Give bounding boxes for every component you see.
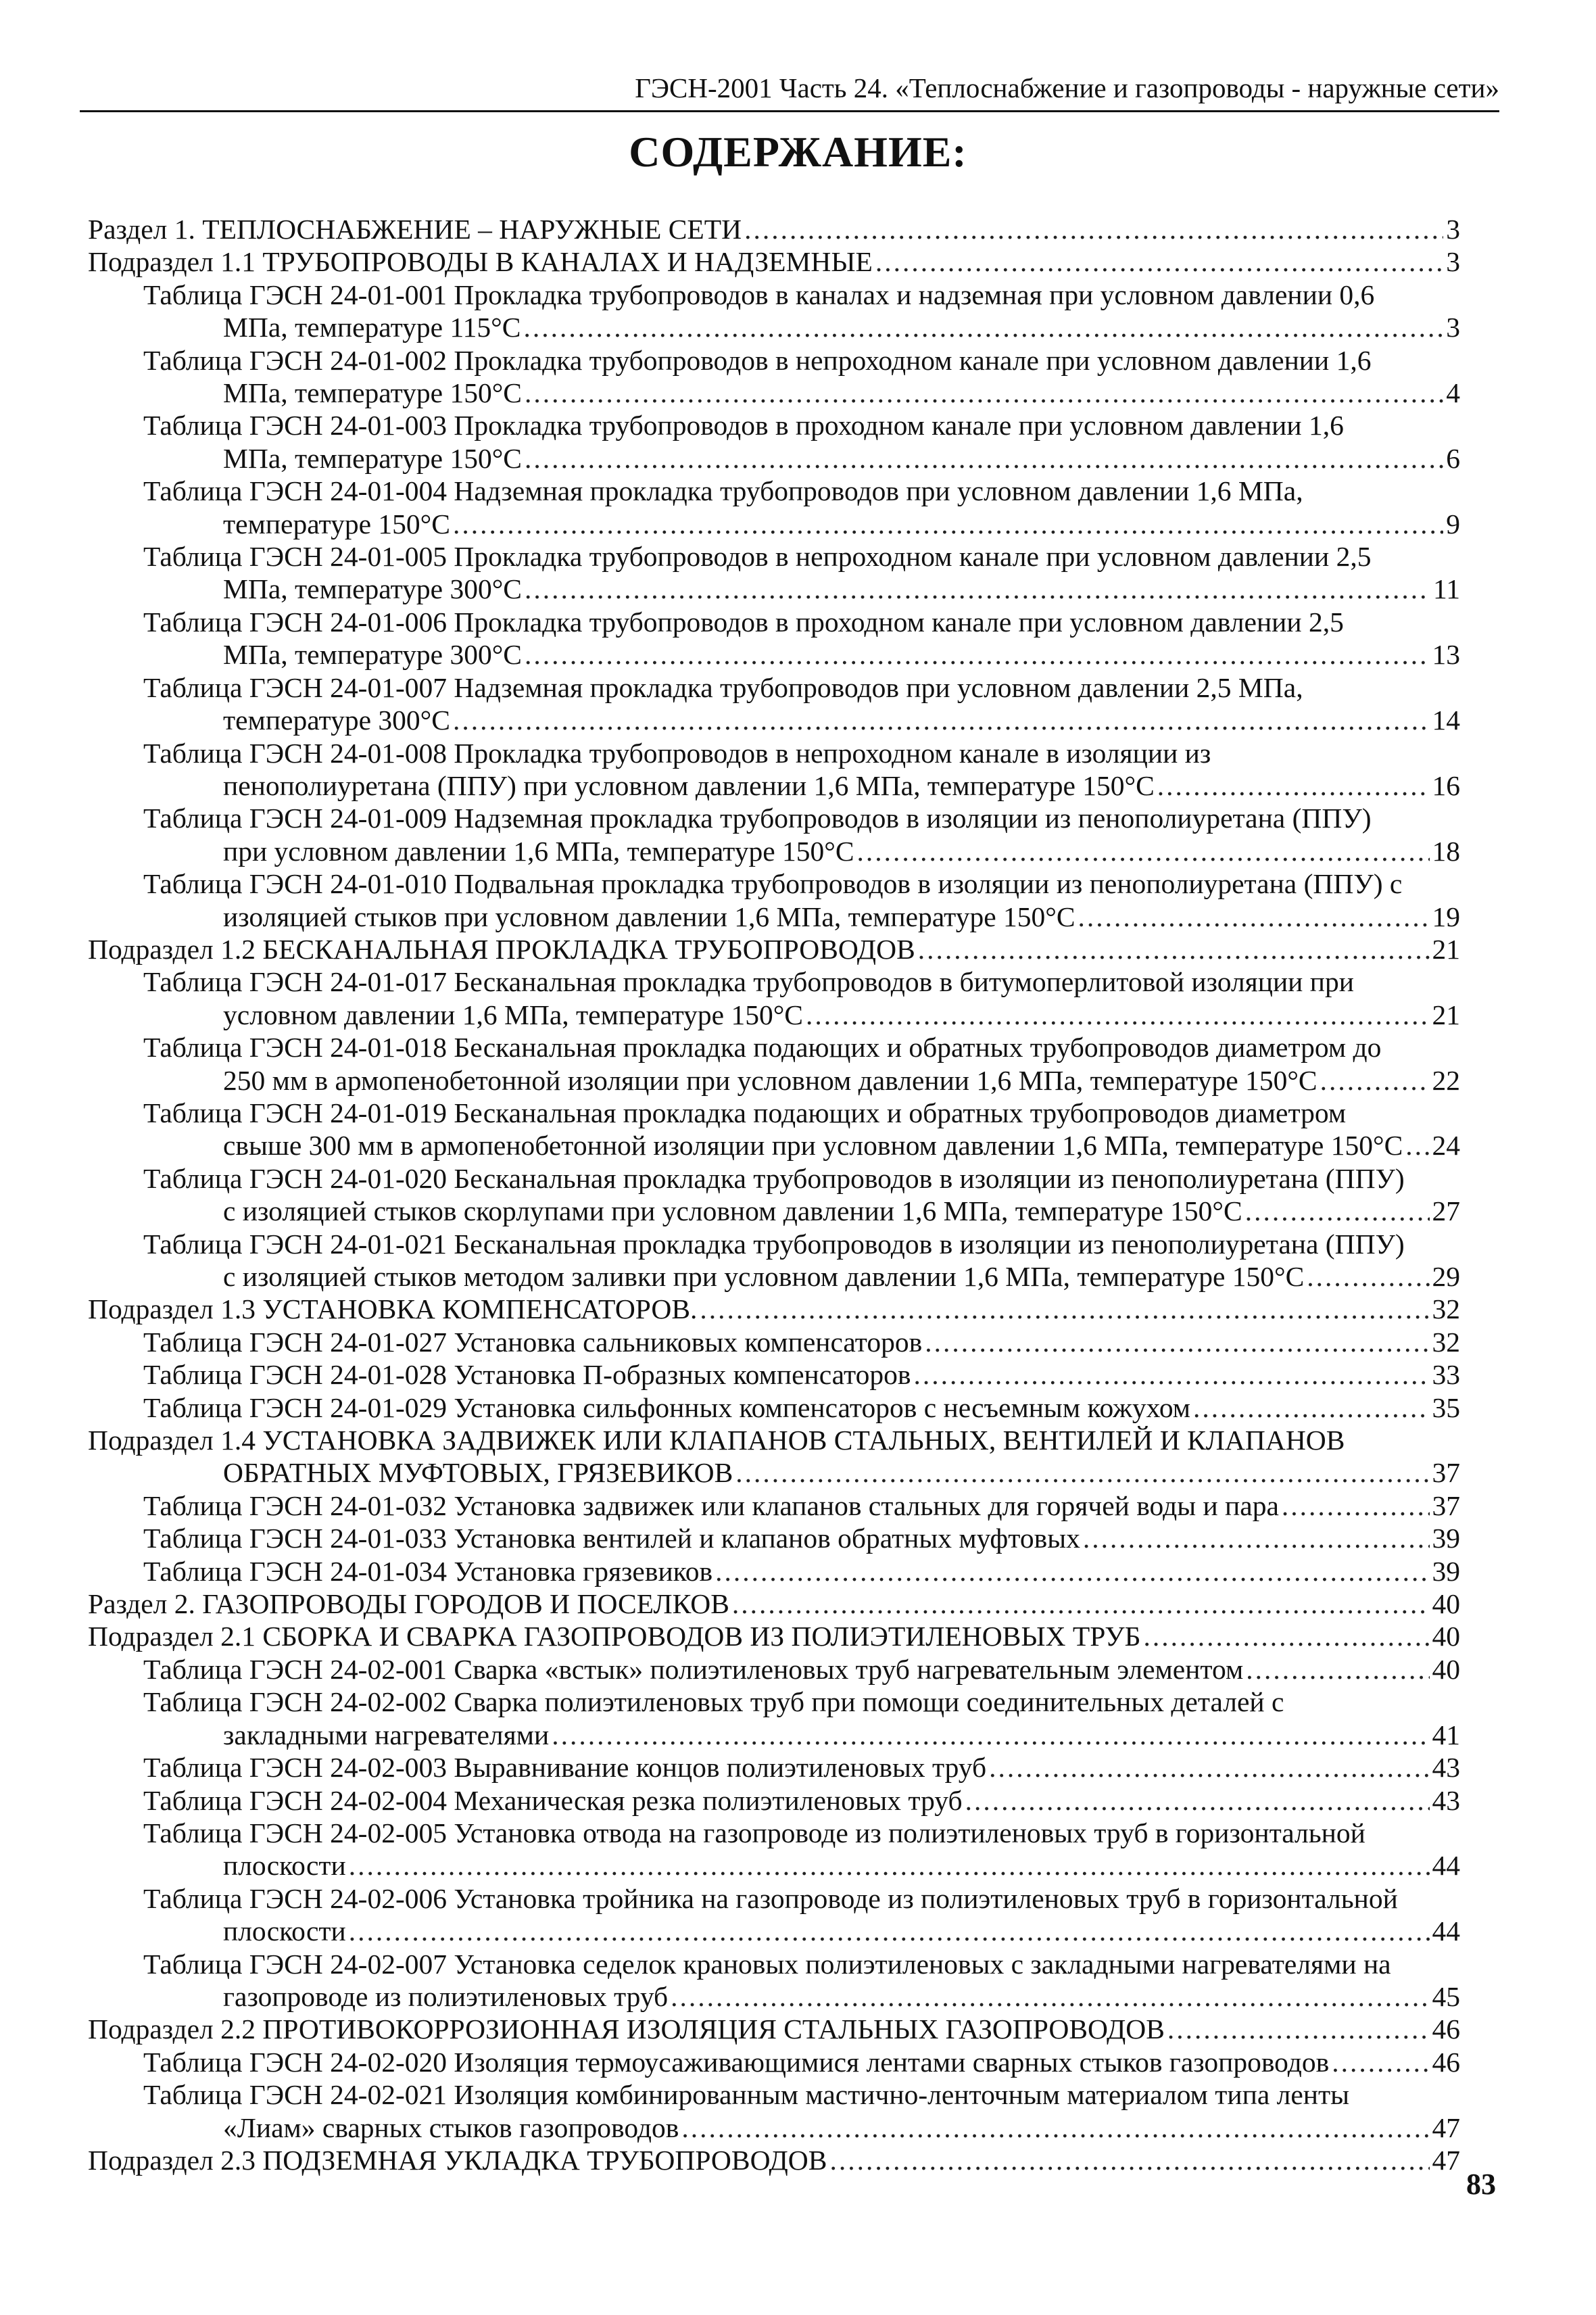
toc-page-number: 3 (1446, 214, 1460, 245)
toc-page-number: 16 (1432, 769, 1460, 801)
dot-leader (857, 835, 1430, 867)
toc-entry-text: Таблица ГЭСН 24-01-021 Бесканальная прокладка трубопроводов в изоляции из пенополиуретана (ППУ) (143, 1228, 1405, 1260)
dot-leader (965, 1784, 1430, 1817)
toc-line (88, 1162, 1460, 1195)
toc-line (88, 1326, 1460, 1358)
toc-page-number: 41 (1432, 1719, 1460, 1750)
dot-leader (989, 1751, 1429, 1784)
toc-line (88, 508, 1460, 540)
toc-page-number: 32 (1432, 1326, 1460, 1358)
toc-entry-text: Таблица ГЭСН 24-02-005 Установка отвода на газопроводе из полиэтиленовых труб в горизонтальной (143, 1817, 1365, 1848)
toc-subsection (88, 1293, 1460, 1325)
toc-page-number: 29 (1432, 1261, 1460, 1292)
toc-line (88, 1555, 1460, 1588)
dot-leader (525, 442, 1443, 475)
toc-page-number: 24 (1432, 1130, 1460, 1162)
toc-page-number: 14 (1432, 705, 1460, 736)
toc-table-entry (88, 2078, 1460, 2144)
toc-entry-text: Таблица ГЭСН 24-02-003 Выравнивание концов полиэтиленовых труб (143, 1752, 987, 1784)
toc-line (88, 638, 1460, 671)
toc-line (88, 901, 1460, 933)
toc-page-number: 9 (1446, 508, 1460, 540)
toc-entry-text: Таблица ГЭСН 24-01-009 Надземная прокладка трубопроводов в изоляции из пенополиуретана (ППУ) (143, 803, 1372, 834)
toc-table-entry (88, 475, 1460, 540)
toc-entry-text: плоскости (223, 1850, 346, 1882)
dot-leader (1320, 1064, 1430, 1097)
toc-subsection (88, 2013, 1460, 2045)
toc-entry-text: Подраздел 2.2 ПРОТИВОКОРРОЗИОННАЯ ИЗОЛЯЦИЯ СТАЛЬНЫХ ГАЗОПРОВОДОВ (88, 2013, 1165, 2045)
toc-line (88, 475, 1460, 507)
toc-line (88, 1195, 1460, 1227)
toc-page-number: 18 (1432, 835, 1460, 867)
toc-line (88, 1031, 1460, 1064)
toc-entry-text: Таблица ГЭСН 24-01-034 Установка грязевиков (143, 1555, 713, 1587)
toc-entry-text: Подраздел 1.1 ТРУБОПРОВОДЫ В КАНАЛАХ И НАДЗЕМНЫЕ (88, 246, 873, 278)
toc-line (88, 540, 1460, 573)
toc-line (88, 245, 1460, 278)
toc-entry-text: Таблица ГЭСН 24-01-002 Прокладка трубопроводов в непроходном канале при условном давлении 1,6 (143, 344, 1372, 376)
toc-entry-text: газопроводе из полиэтиленовых труб (223, 1980, 669, 2012)
page-number: 83 (1466, 2168, 1496, 2201)
toc-table-entry (88, 1948, 1460, 2013)
toc-line (88, 1882, 1460, 1915)
toc-page-number: 39 (1432, 1523, 1460, 1554)
dot-leader (1157, 769, 1430, 802)
toc-section (88, 1588, 1460, 1620)
toc-entry-text: Раздел 1. ТЕПЛОСНАБЖЕНИЕ – НАРУЖНЫЕ СЕТИ (88, 214, 742, 245)
dot-leader (453, 704, 1430, 736)
toc-table-entry (88, 540, 1460, 606)
dot-leader (925, 1326, 1429, 1358)
toc-entry-text: 250 мм в армопенобетонной изоляции при условном давлении 1,6 МПа, температуре 150°С (223, 1064, 1317, 1096)
toc-line (88, 835, 1460, 867)
toc-subsection (88, 245, 1460, 278)
toc-page-number: 47 (1432, 2144, 1460, 2176)
toc-line (88, 867, 1460, 900)
toc-line (88, 1620, 1460, 1652)
toc-line (88, 1653, 1460, 1686)
dot-leader (525, 573, 1430, 605)
dot-leader (1245, 1195, 1430, 1227)
dot-leader (523, 311, 1443, 343)
toc-entry-text: Таблица ГЭСН 24-01-017 Бесканальная прокладка трубопроводов в битумоперлитовой изоляции при (143, 966, 1354, 998)
toc-entry-text: Таблица ГЭСН 24-01-018 Бесканальная прокладка подающих и обратных трубопроводов диаметром до (143, 1032, 1382, 1064)
toc-table-entry (88, 279, 1460, 344)
toc-table-entry (88, 802, 1460, 867)
toc-table-entry (88, 1358, 1460, 1391)
toc-line (88, 1817, 1460, 1849)
dot-leader (453, 508, 1443, 540)
dot-leader (681, 2111, 1429, 2144)
toc-entry-text: Таблица ГЭСН 24-01-004 Надземная прокладка трубопроводов при условном давлении 1,6 МПа, (143, 475, 1303, 507)
toc-table-entry (88, 2046, 1460, 2078)
table-of-contents (88, 213, 1460, 2176)
toc-page-number: 44 (1432, 1915, 1460, 1947)
toc-page-number: 37 (1432, 1457, 1460, 1489)
toc-page-number: 3 (1446, 246, 1460, 278)
toc-entry-text: Таблица ГЭСН 24-01-003 Прокладка трубопроводов в проходном канале при условном давлении 1,6 (143, 410, 1344, 441)
toc-entry-text: Таблица ГЭСН 24-01-032 Установка задвижек или клапанов стальных для горячей воды и пара (143, 1489, 1279, 1521)
toc-line (88, 344, 1460, 377)
header-rule (80, 110, 1499, 112)
toc-entry-text: температуре 150°С (223, 508, 450, 540)
toc-line (88, 1915, 1460, 1947)
toc-entry-text: температуре 300°С (223, 705, 450, 736)
toc-table-entry (88, 409, 1460, 475)
toc-line (88, 769, 1460, 802)
toc-line (88, 1391, 1460, 1424)
dot-leader (1078, 901, 1430, 933)
toc-page-number: 6 (1446, 442, 1460, 474)
toc-line (88, 2046, 1460, 2078)
toc-entry-text: Таблица ГЭСН 24-02-020 Изоляция термоусаживающимися лентами сварных стыков газопроводов (143, 2046, 1330, 2078)
dot-leader (525, 638, 1430, 671)
dot-leader (1193, 1391, 1429, 1424)
toc-subsection (88, 933, 1460, 965)
toc-entry-text: при условном давлении 1,6 МПа, температуре 150°С (223, 835, 854, 867)
toc-subsection (88, 1620, 1460, 1652)
toc-entry-text: Подраздел 1.3 УСТАНОВКА КОМПЕНСАТОРОВ. (88, 1293, 698, 1325)
toc-page-number: 43 (1432, 1784, 1460, 1816)
toc-entry-text: с изоляцией стыков скорлупами при условном давлении 1,6 МПа, температуре 150°С (223, 1195, 1242, 1227)
toc-line (88, 2078, 1460, 2111)
toc-page-number: 45 (1432, 1980, 1460, 2012)
toc-line (88, 1129, 1460, 1162)
dot-leader (1144, 1620, 1430, 1652)
dot-leader (671, 1980, 1429, 2013)
toc-page-number: 35 (1432, 1391, 1460, 1423)
toc-entry-text: Подраздел 2.1 СБОРКА И СВАРКА ГАЗОПРОВОДОВ ИЗ ПОЛИЭТИЛЕНОВЫХ ТРУБ (88, 1621, 1141, 1652)
toc-line (88, 1489, 1460, 1522)
toc-line (88, 2013, 1460, 2045)
toc-entry-text: плоскости (223, 1915, 346, 1947)
toc-line (88, 1948, 1460, 1980)
toc-entry-text: Раздел 2. ГАЗОПРОВОДЫ ГОРОДОВ И ПОСЕЛКОВ (88, 1588, 729, 1620)
toc-line (88, 1980, 1460, 2013)
toc-table-entry (88, 1555, 1460, 1588)
toc-entry-text: изоляцией стыков при условном давлении 1,6 МПа, температуре 150°С (223, 901, 1075, 932)
toc-entry-text: условном давлении 1,6 МПа, температуре 150°С (223, 999, 803, 1030)
toc-entry-text: Таблица ГЭСН 24-01-006 Прокладка трубопроводов в проходном канале при условном давлении 2,5 (143, 606, 1344, 638)
toc-line (88, 1260, 1460, 1293)
toc-entry-text: Подраздел 1.2 БЕСКАНАЛЬНАЯ ПРОКЛАДКА ТРУБОПРОВОДОВ (88, 933, 915, 965)
toc-page-number: 27 (1432, 1195, 1460, 1227)
dot-leader (715, 1555, 1429, 1588)
toc-page-number: 32 (1432, 1293, 1460, 1325)
toc-table-entry (88, 1882, 1460, 1948)
toc-page-number: 19 (1432, 901, 1460, 932)
toc-page-number: 43 (1432, 1752, 1460, 1784)
toc-line (88, 737, 1460, 769)
toc-entry-text: пенополиуретана (ППУ) при условном давлении 1,6 МПа, температуре 150°С (223, 769, 1155, 801)
toc-page-number: 40 (1432, 1621, 1460, 1652)
toc-page-number: 3 (1446, 312, 1460, 343)
toc-line (88, 377, 1460, 409)
toc-line (88, 1293, 1460, 1325)
toc-line (88, 1424, 1460, 1456)
toc-entry-text: «Лиам» сварных стыков газопроводов (223, 2111, 679, 2143)
dot-leader (806, 999, 1430, 1031)
toc-entry-text: МПа, температуре 115°С (223, 312, 521, 343)
toc-line (88, 2111, 1460, 2144)
toc-entry-text: Таблица ГЭСН 24-01-027 Установка сальниковых компенсаторов (143, 1326, 923, 1358)
toc-table-entry (88, 1391, 1460, 1424)
toc-line (88, 213, 1460, 245)
toc-entry-text: Подраздел 1.4 УСТАНОВКА ЗАДВИЖЕК ИЛИ КЛАПАНОВ СТАЛЬНЫХ, ВЕНТИЛЕЙ И КЛАПАНОВ (88, 1425, 1345, 1456)
dot-leader (829, 2144, 1429, 2176)
dot-leader (1083, 1522, 1430, 1554)
toc-subsection (88, 2144, 1460, 2176)
page-title: СОДЕРЖАНИЕ: (629, 128, 967, 176)
toc-table-entry (88, 1326, 1460, 1358)
toc-table-entry (88, 671, 1460, 737)
toc-table-entry (88, 1097, 1460, 1162)
toc-entry-text: МПа, температуре 300°С (223, 573, 522, 605)
toc-entry-text: Таблица ГЭСН 24-02-004 Механическая резка полиэтиленовых труб (143, 1784, 963, 1816)
toc-table-entry (88, 1522, 1460, 1554)
toc-line (88, 1849, 1460, 1882)
toc-entry-text: Таблица ГЭСН 24-01-010 Подвальная прокладка трубопроводов в изоляции из пенополиуретана (ППУ) с (143, 868, 1403, 900)
dot-leader (918, 933, 1430, 965)
toc-page-number: 39 (1432, 1555, 1460, 1587)
toc-line (88, 1686, 1460, 1718)
toc-line (88, 279, 1460, 311)
toc-entry-text: Таблица ГЭСН 24-01-001 Прокладка трубопроводов в каналах и надземная при условном давлении 0,6 (143, 279, 1375, 310)
toc-table-entry (88, 1653, 1460, 1686)
toc-entry-text: Таблица ГЭСН 24-01-028 Установка П-образных компенсаторов (143, 1359, 911, 1391)
toc-table-entry (88, 1162, 1460, 1228)
toc-entry-text: Таблица ГЭСН 24-01-019 Бесканальная прокладка подающих и обратных трубопроводов диаметром (143, 1097, 1347, 1128)
toc-entry-text: Таблица ГЭСН 24-01-033 Установка вентилей и клапанов обратных муфтовых (143, 1523, 1080, 1554)
toc-entry-text: МПа, температуре 150°С (223, 377, 522, 409)
toc-page-number: 44 (1432, 1850, 1460, 1882)
dot-leader (875, 245, 1443, 278)
toc-page-number: 33 (1432, 1359, 1460, 1391)
toc-section (88, 213, 1460, 245)
toc-table-entry (88, 1817, 1460, 1882)
toc-entry-text: МПа, температуре 150°С (223, 442, 522, 474)
toc-line (88, 1522, 1460, 1554)
dot-leader (525, 377, 1443, 409)
dot-leader (1405, 1129, 1429, 1162)
toc-table-entry (88, 1751, 1460, 1784)
toc-entry-text: ОБРАТНЫХ МУФТОВЫХ, ГРЯЗЕВИКОВ (223, 1457, 733, 1489)
dot-leader (700, 1293, 1429, 1325)
toc-page-number: 21 (1432, 933, 1460, 965)
toc-page-number: 37 (1432, 1489, 1460, 1521)
toc-entry-text: Таблица ГЭСН 24-01-020 Бесканальная прокладка трубопроводов в изоляции из пенополиуретана (ППУ) (143, 1162, 1405, 1194)
toc-table-entry (88, 867, 1460, 933)
toc-line (88, 1588, 1460, 1620)
dot-leader (552, 1719, 1429, 1751)
toc-page-number: 11 (1433, 573, 1460, 605)
toc-page-number: 46 (1432, 2013, 1460, 2045)
dot-leader (1246, 1653, 1429, 1686)
toc-entry-text: Таблица ГЭСН 24-02-006 Установка тройника на газопроводе из полиэтиленовых труб в горизонтальной (143, 1882, 1398, 1914)
toc-line (88, 1456, 1460, 1489)
toc-line (88, 573, 1460, 605)
toc-table-entry (88, 606, 1460, 671)
toc-entry-text: закладными нагревателями (223, 1719, 550, 1750)
dot-leader (744, 213, 1443, 245)
toc-line (88, 1097, 1460, 1129)
toc-entry-text: с изоляцией стыков методом заливки при условном давлении 1,6 МПа, температуре 150°С (223, 1261, 1305, 1292)
toc-table-entry (88, 1784, 1460, 1817)
toc-line (88, 1751, 1460, 1784)
dot-leader (735, 1456, 1429, 1489)
dot-leader (1307, 1260, 1429, 1293)
dot-leader (1332, 2046, 1429, 2078)
toc-page-number: 21 (1432, 999, 1460, 1030)
dot-leader (913, 1358, 1429, 1391)
toc-line (88, 1719, 1460, 1751)
toc-line (88, 409, 1460, 441)
toc-table-entry (88, 1686, 1460, 1751)
toc-line (88, 311, 1460, 343)
toc-line (88, 606, 1460, 638)
toc-subsection (88, 1424, 1460, 1489)
toc-line (88, 704, 1460, 736)
toc-line (88, 1064, 1460, 1097)
dot-leader (1282, 1489, 1430, 1522)
dot-leader (1167, 2013, 1430, 2045)
toc-line (88, 933, 1460, 965)
toc-entry-text: Подраздел 2.3 ПОДЗЕМНАЯ УКЛАДКА ТРУБОПРОВОДОВ (88, 2144, 827, 2176)
toc-table-entry (88, 1031, 1460, 1097)
toc-table-entry (88, 737, 1460, 803)
toc-entry-text: Таблица ГЭСН 24-02-007 Установка седелок крановых полиэтиленовых с закладными нагревателями на (143, 1948, 1391, 1980)
toc-table-entry (88, 1228, 1460, 1293)
toc-line (88, 2144, 1460, 2176)
toc-page-number: 40 (1432, 1588, 1460, 1620)
toc-line (88, 1228, 1460, 1260)
toc-line (88, 965, 1460, 998)
toc-table-entry (88, 344, 1460, 410)
toc-entry-text: Таблица ГЭСН 24-01-029 Установка сильфонных компенсаторов с несъемным кожухом (143, 1391, 1191, 1423)
toc-line (88, 442, 1460, 475)
toc-line (88, 1358, 1460, 1391)
toc-table-entry (88, 1489, 1460, 1522)
toc-line (88, 1784, 1460, 1817)
toc-page-number: 4 (1446, 377, 1460, 409)
toc-entry-text: Таблица ГЭСН 24-01-005 Прокладка трубопроводов в непроходном канале при условном давлении 2,5 (143, 541, 1372, 573)
toc-table-entry (88, 965, 1460, 1031)
toc-page-number: 47 (1432, 2111, 1460, 2143)
toc-entry-text: Таблица ГЭСН 24-02-002 Сварка полиэтиленовых труб при помощи соединительных деталей с (143, 1686, 1284, 1718)
toc-entry-text: Таблица ГЭСН 24-02-021 Изоляция комбинированным мастично-ленточным материалом типа ленты (143, 2079, 1349, 2111)
toc-page-number: 40 (1432, 1653, 1460, 1685)
toc-line (88, 671, 1460, 704)
dot-leader (732, 1588, 1430, 1620)
toc-entry-text: свыше 300 мм в армопенобетонной изоляции при условном давлении 1,6 МПа, температуре 150°С (223, 1130, 1403, 1162)
toc-entry-text: МПа, температуре 300°С (223, 639, 522, 671)
toc-page-number: 22 (1432, 1064, 1460, 1096)
toc-page-number: 46 (1432, 2046, 1460, 2078)
dot-leader (349, 1849, 1430, 1882)
toc-entry-text: Таблица ГЭСН 24-01-007 Надземная прокладка трубопроводов при условном давлении 2,5 МПа, (143, 671, 1303, 703)
dot-leader (349, 1915, 1430, 1947)
toc-entry-text: Таблица ГЭСН 24-02-001 Сварка «встык» полиэтиленовых труб нагревательным элементом (143, 1653, 1244, 1685)
toc-page-number: 13 (1432, 639, 1460, 671)
toc-line (88, 802, 1460, 834)
toc-line (88, 999, 1460, 1031)
running-header: ГЭСН-2001 Часть 24. «Теплоснабжение и газопроводы - наружные сети» (635, 72, 1499, 103)
toc-entry-text: Таблица ГЭСН 24-01-008 Прокладка трубопроводов в непроходном канале в изоляции из (143, 737, 1211, 769)
